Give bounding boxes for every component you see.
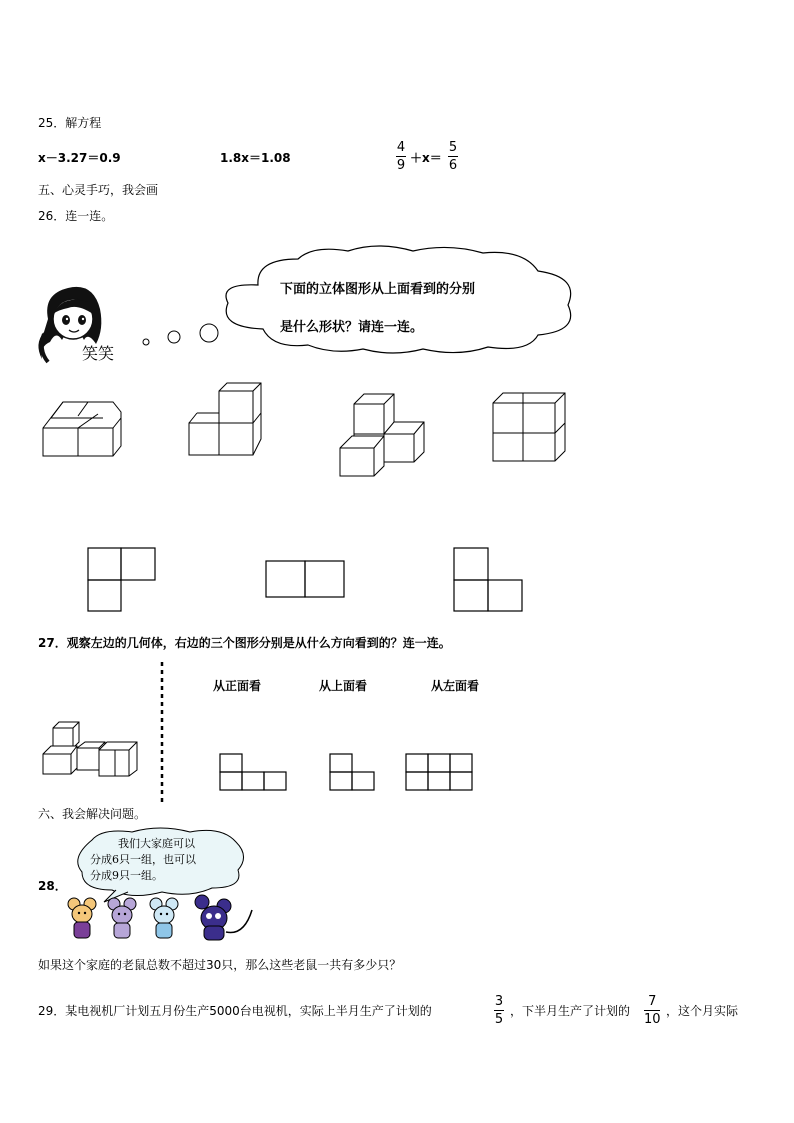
q29-text-part-3: ，这个月实际 (666, 1004, 739, 1018)
bubble-text-line-1: 我们大家庭可以 (118, 837, 195, 850)
thought-cloud (218, 245, 583, 357)
bubble-text-line-3: 分成9只一组。 (90, 869, 163, 882)
view-label-front: 从正面看 (213, 679, 262, 693)
fraction-denominator: 5 (494, 1012, 504, 1027)
top-view-1 (88, 548, 158, 612)
section-5-title: 五、心灵手巧，我会画 (38, 183, 159, 197)
solid-figure-1 (43, 400, 123, 460)
solid-figure-4 (493, 393, 567, 463)
divider-dashed-line (160, 662, 164, 806)
thought-bubbles (140, 322, 220, 346)
solid-figure-2 (189, 383, 263, 457)
q29-fraction-2 (644, 994, 661, 1027)
section-6-title: 六、我会解决问题。 (38, 807, 147, 821)
cloud-text-line-1: 下面的立体图形从上面看到的分别 (280, 282, 476, 297)
q28-number: 28． (38, 879, 67, 893)
top-view-2 (266, 561, 346, 599)
q27-view-front (220, 754, 288, 792)
q25-title: 25．解方程 (38, 116, 102, 130)
fraction-denominator: 6 (448, 158, 458, 173)
bubble-text-line-2: 分成6只一组，也可以 (90, 853, 196, 866)
fraction-numerator: 7 (648, 994, 657, 1009)
q26-title: 26．连一连。 (38, 209, 114, 223)
view-label-top: 从上面看 (319, 679, 368, 693)
fraction-denominator: 10 (644, 1012, 661, 1027)
view-label-left: 从左面看 (431, 679, 480, 693)
q25-fraction-2 (448, 140, 458, 173)
q27-solid-figure (43, 720, 139, 778)
fraction-numerator: 3 (494, 994, 504, 1009)
q27-view-top (330, 754, 376, 792)
q27-view-left (406, 754, 474, 792)
fraction-numerator: 4 (396, 140, 406, 155)
top-view-3 (454, 548, 524, 612)
q28-question: 如果这个家庭的老鼠总数不超过30只，那么这些老鼠一共有多少只？ (38, 958, 402, 972)
cloud-text-line-2: 是什么形状？请连一连。 (280, 320, 424, 335)
fraction-denominator: 9 (396, 158, 406, 173)
q29-text-part-2: ，下半月生产了计划的 (510, 1004, 631, 1018)
q27-title: 27．观察左边的几何体，右边的三个图形分别是从什么方向看到的？连一连。 (38, 636, 451, 650)
q29-fraction-1 (494, 994, 504, 1027)
girl-name-label: 笑笑 (82, 344, 115, 363)
q25-equation-1: x－3.27＝0.9 (38, 151, 121, 165)
q25-equation-2: 1.8x＝1.08 (220, 151, 291, 165)
q25-eq3-middle: ＋x＝ (410, 151, 442, 165)
mouse-illustrations (66, 896, 256, 946)
q25-fraction-1 (396, 140, 406, 173)
fraction-numerator: 5 (448, 140, 458, 155)
solid-figure-3 (340, 394, 426, 478)
q29-text-part-1: 29．某电视机厂计划五月份生产5000台电视机，实际上半月生产了计划的 (38, 1004, 432, 1018)
